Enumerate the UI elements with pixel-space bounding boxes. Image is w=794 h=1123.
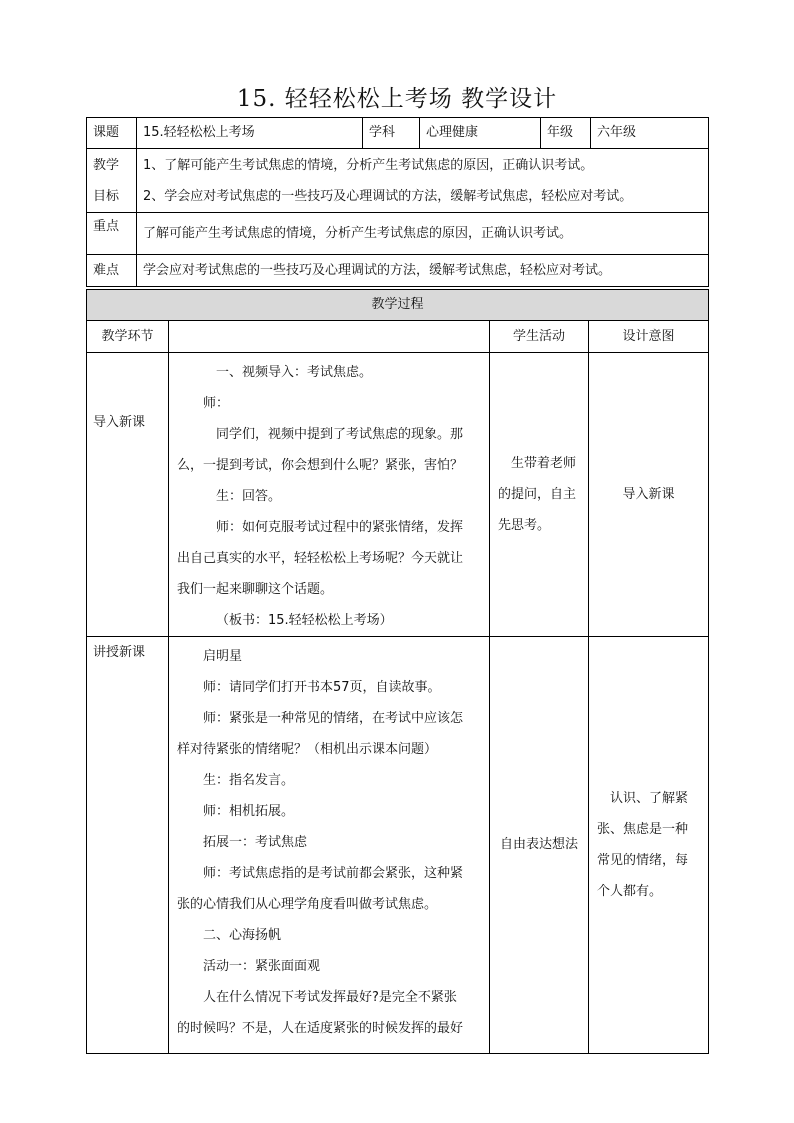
header-stage: 教学环节 [87, 321, 169, 353]
content-line: 师： [203, 396, 230, 411]
content-line: 师：如何克服考试过程中的紧张情绪，发挥 [216, 520, 464, 535]
activity-intro: 生带着老师的提问，自主先思考。 [490, 353, 589, 637]
activity-teach: 自由表达想法 [490, 637, 589, 1054]
intent-intro: 导入新课 [589, 353, 709, 637]
content-line: 活动一：紧张面面观 [203, 959, 321, 974]
topic-value: 15.轻轻松松上考场 [137, 118, 363, 149]
process-row-intro [87, 353, 709, 637]
info-row-topic [87, 118, 709, 149]
process-section-title: 教学过程 [87, 290, 709, 321]
content-intro [169, 353, 490, 637]
process-table [86, 289, 709, 1054]
header-content [169, 321, 490, 353]
info-row-difficulty [87, 255, 709, 287]
objective-item: 2、学会应对考试焦虑的一些技巧及心理调试的方法，缓解考试焦虑，轻松应对考试。 [143, 188, 633, 204]
content-line: 生：回答。 [216, 489, 282, 504]
content-line: 启明星 [203, 649, 243, 664]
process-header-row [87, 321, 709, 353]
content-teach [169, 637, 490, 1054]
content-line: 张的心情我们从心理学角度看叫做考试焦虑。 [177, 897, 438, 912]
content-line: 同学们，视频中提到了考试焦虑的现象。那 [216, 427, 464, 442]
topic-label: 课题 [87, 118, 137, 149]
content-line: 的时候吗？不是，人在适度紧张的时候发挥的最好 [177, 1021, 464, 1036]
objective-item: 1、了解可能产生考试焦虑的情境，分析产生考试焦虑的原因，正确认识考试。 [143, 157, 594, 173]
content-line: 师：考试焦虑指的是考试前都会紧张，这种紧 [203, 866, 464, 881]
process-row-teach [87, 637, 709, 1054]
stage-teach: 讲授新课 [87, 637, 169, 1054]
objective-list [137, 149, 709, 213]
info-row-keypoint [87, 213, 709, 255]
objective-label: 教学 目标 [87, 149, 137, 213]
content-line: 一、视频导入：考试焦虑。 [216, 365, 373, 380]
page-title: 15. 轻轻松松上考场 教学设计 [236, 86, 558, 112]
content-line: 我们一起来聊聊这个话题。 [177, 582, 334, 597]
subject-label: 学科 [363, 118, 420, 149]
content-line: 么，一提到考试，你会想到什么呢？紧张，害怕？ [177, 458, 464, 473]
content-line: 拓展一：考试焦虑 [203, 835, 308, 850]
header-intent: 设计意图 [589, 321, 709, 353]
process-title-row [87, 290, 709, 321]
content-line: 生：指名发言。 [203, 773, 295, 788]
content-line: 出自己真实的水平，轻轻松松上考场呢？今天就让 [177, 551, 464, 566]
subject-value: 心理健康 [420, 118, 541, 149]
key-point-value: 了解可能产生考试焦虑的情境，分析产生考试焦虑的原因，正确认识考试。 [137, 213, 709, 255]
key-point-label: 重点 [87, 213, 137, 255]
grade-value: 六年级 [591, 118, 709, 149]
info-table [86, 117, 709, 287]
intent-teach: 认识、了解紧张、焦虑是一种常见的情绪，每个人都有。 [589, 637, 709, 1054]
content-line: 二、心海扬帆 [203, 928, 282, 943]
stage-intro: 导入新课 [87, 353, 169, 637]
header-activity: 学生活动 [490, 321, 589, 353]
content-line: 师：紧张是一种常见的情绪，在考试中应该怎 [203, 711, 464, 726]
grade-label: 年级 [541, 118, 591, 149]
content-line: 人在什么情况下考试发挥最好?是完全不紧张 [203, 990, 457, 1005]
difficulty-value: 学会应对考试焦虑的一些技巧及心理调试的方法，缓解考试焦虑，轻松应对考试。 [137, 255, 709, 287]
difficulty-label: 难点 [87, 255, 137, 287]
content-line: 师：请同学们打开书本57页，自读故事。 [203, 680, 441, 695]
content-line: 样对待紧张的情绪呢？（相机出示课本问题） [177, 742, 438, 757]
info-row-objectives [87, 149, 709, 213]
content-line: （板书：15.轻轻松松上考场） [216, 613, 393, 628]
content-line: 师：相机拓展。 [203, 804, 295, 819]
